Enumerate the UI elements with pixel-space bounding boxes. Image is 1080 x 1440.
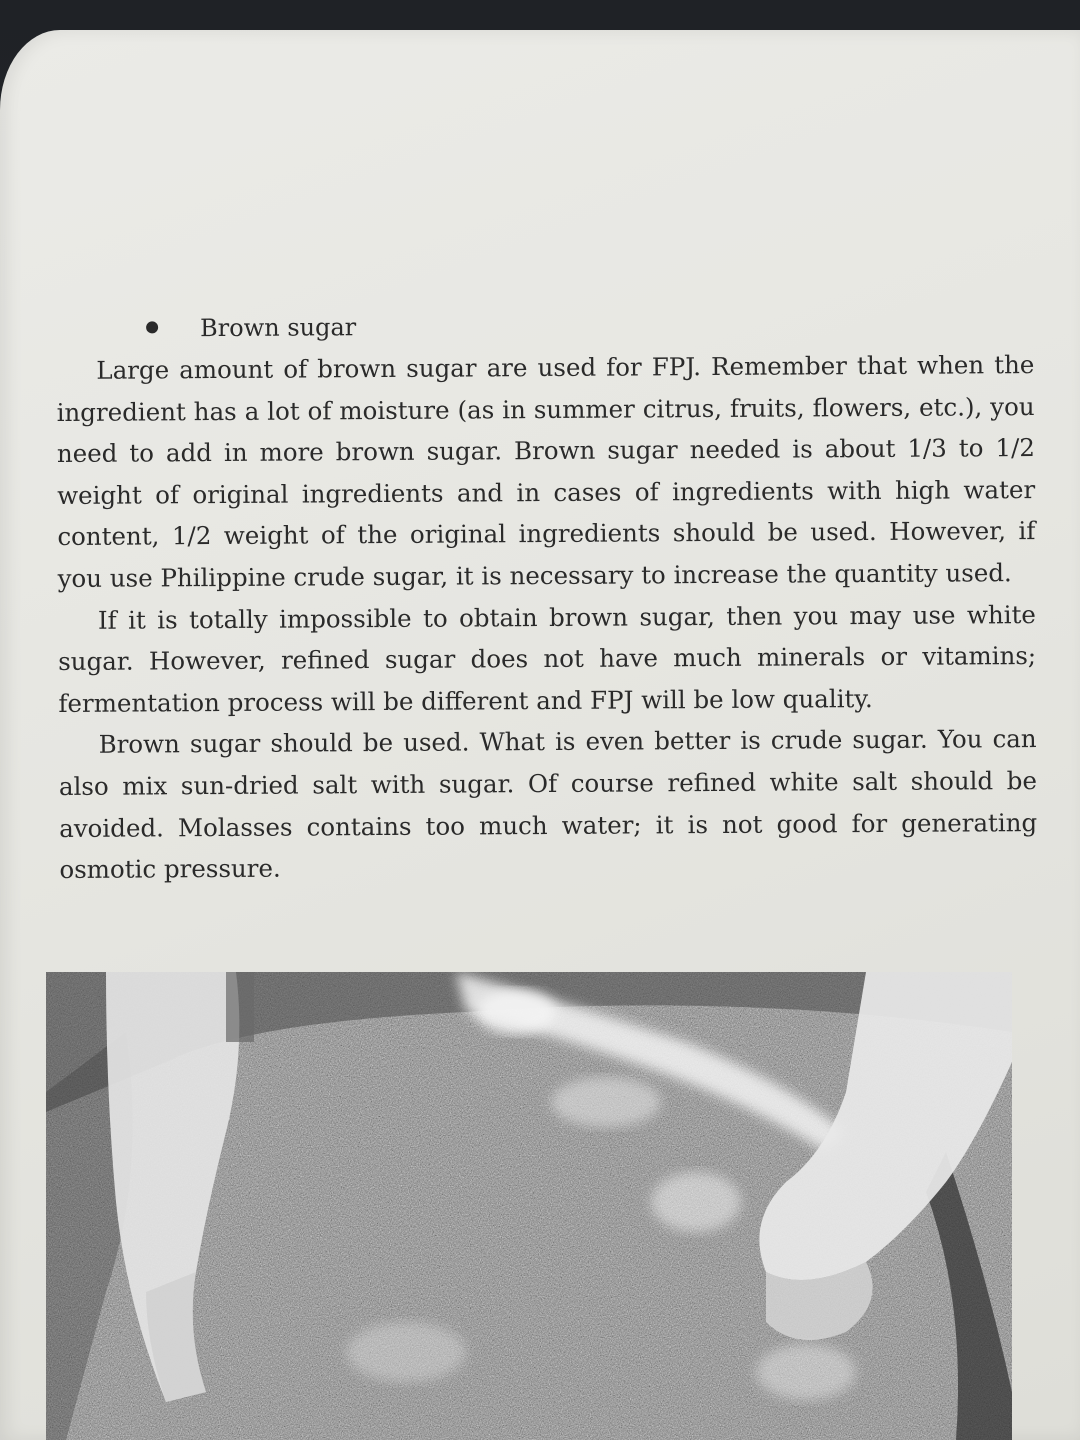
page-text-block [56,302,1038,891]
section-heading [56,302,1034,348]
section-heading-text: Brown sugar [200,313,357,343]
bullet-dot-icon [146,321,158,333]
paragraph-2: If it is totally impossible to obtain brown sugar, then you may use white sugar. However, refined sugar does not have much minerals or vitamins; fermentation process will be different and FPJ will be low quality. [58,599,1037,718]
photo-illustration [46,972,1012,1440]
sugar-mixing-photo [46,972,1012,1440]
paragraph-1: Large amount of brown sugar are used for FPJ. Remember that when the ingredient has a lot of moisture (as in summer citrus, fruits, flowers, etc.), you need to add in more brown sugar. Brown sugar needed is about 1/3 to 1/2 weight of original ingredients and in cases of ingredients with high water content, 1/2 weight of the original ingredients should be used. However, if you use Philippine crude sugar, it is necessary to increase the quantity used. [56,350,1036,593]
paragraph-3: Brown sugar should be used. What is even better is crude sugar. You can also mix sun-dried salt with sugar. Of course refined white salt should be avoided. Molasses contains too much water; it is not good for generating osmotic pressure. [58,724,1038,885]
